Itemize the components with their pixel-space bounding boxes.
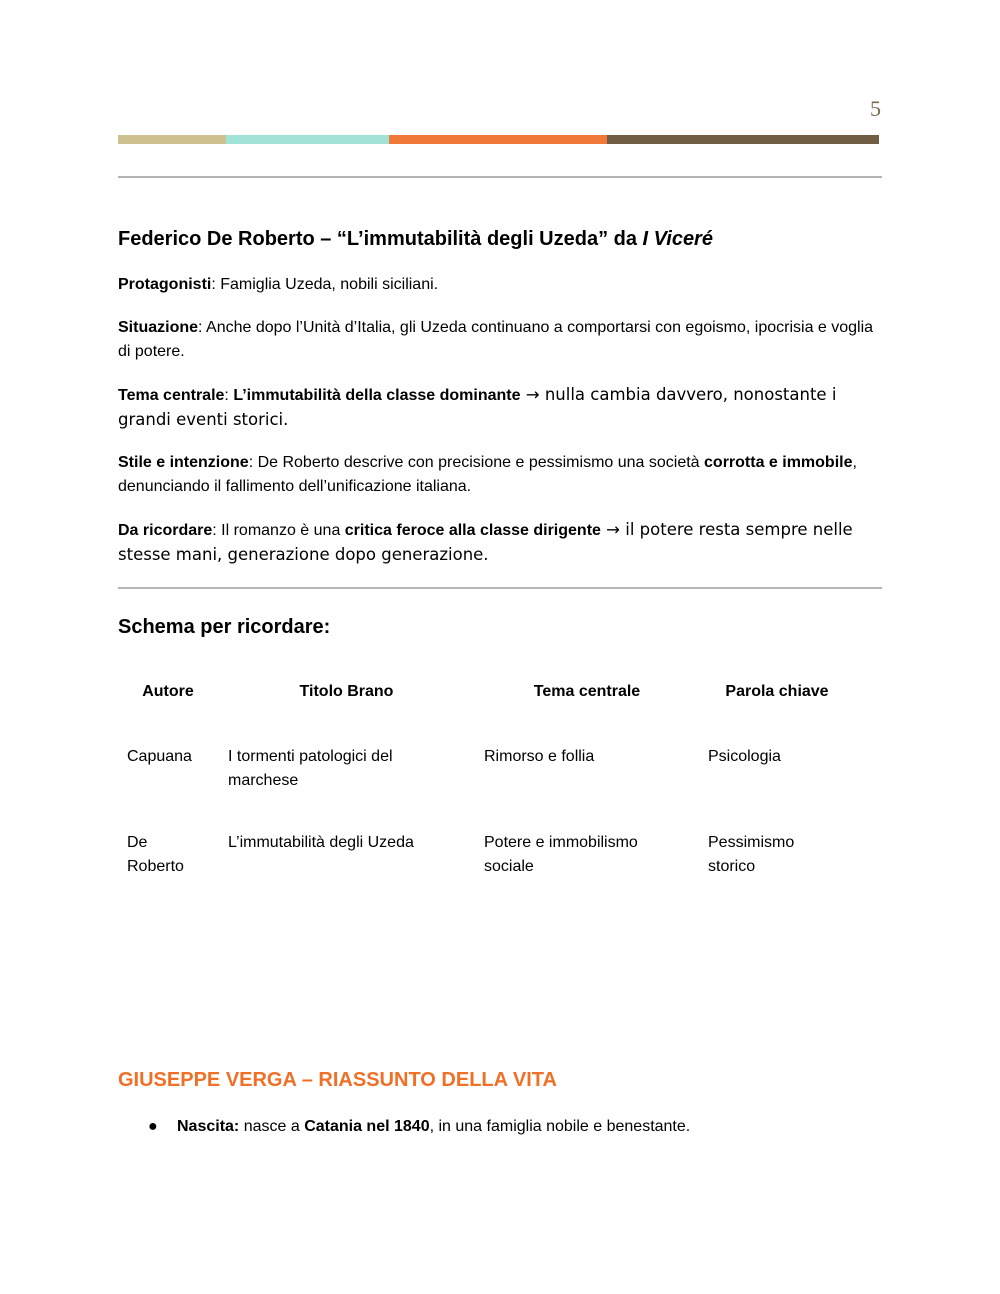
page-number: 5 (870, 96, 881, 121)
color-bar-segment-2 (226, 135, 389, 144)
color-bar-segment-1 (118, 135, 226, 144)
header-color-bar (118, 135, 879, 144)
schema-title: Schema per ricordare: (118, 616, 331, 638)
paragraph-situazione: Situazione: Anche dopo l’Unità d’Italia, gli Uzeda continuano a comportarsi con egoismo, ipocrisia e voglia di potere. (118, 319, 874, 360)
verga-section-title: GIUSEPPE VERGA – RIASSUNTO DELLA VITA (118, 1069, 557, 1091)
table-header-autore: Autore (142, 683, 194, 700)
table-cell-titolo: L’immutabilità degli Uzeda (228, 834, 414, 851)
table-cell-parola: Psicologia (708, 748, 781, 765)
paragraph-protagonisti: Protagonisti: Famiglia Uzeda, nobili siciliani. (118, 276, 439, 293)
table-cell-parola: Pessimismo storico (708, 834, 795, 875)
table-header-titolo: Titolo Brano (299, 683, 394, 700)
table-cell-tema: Potere e immobilismo sociale (484, 834, 638, 875)
table-cell-autore: Capuana (127, 748, 192, 765)
section-title: Federico De Roberto – “L’immutabilità degli Uzeda” da I Viceré (118, 228, 713, 250)
color-bar-segment-4 (607, 135, 879, 144)
bullet-icon: ● (148, 1118, 158, 1135)
table-header-parola: Parola chiave (725, 683, 829, 700)
top-divider (118, 176, 882, 178)
paragraph-da-ricordare: Da ricordare: Il romanzo è una critica feroce alla classe dirigente → il potere resta sempre nelle stesse mani, generazione dopo generazione. (118, 520, 853, 564)
table-cell-autore: De Roberto (127, 834, 184, 875)
middle-divider (118, 587, 882, 589)
table-cell-titolo: I tormenti patologici del marchese (228, 748, 393, 789)
list-item: ● Nascita: nasce a Catania nel 1840, in una famiglia nobile e benestante. (148, 1115, 690, 1139)
paragraph-tema-centrale: Tema centrale: L’immutabilità della classe dominante → nulla cambia davvero, nonostante i grandi eventi storici. (118, 385, 837, 429)
color-bar-segment-3 (389, 135, 607, 144)
paragraph-stile: Stile e intenzione: De Roberto descrive con precisione e pessimismo una società corrotta e immobile, denunciando il fallimento dell’unificazione italiana. (118, 454, 857, 495)
table-cell-tema: Rimorso e follia (484, 748, 595, 765)
table-header-tema: Tema centrale (533, 683, 641, 700)
